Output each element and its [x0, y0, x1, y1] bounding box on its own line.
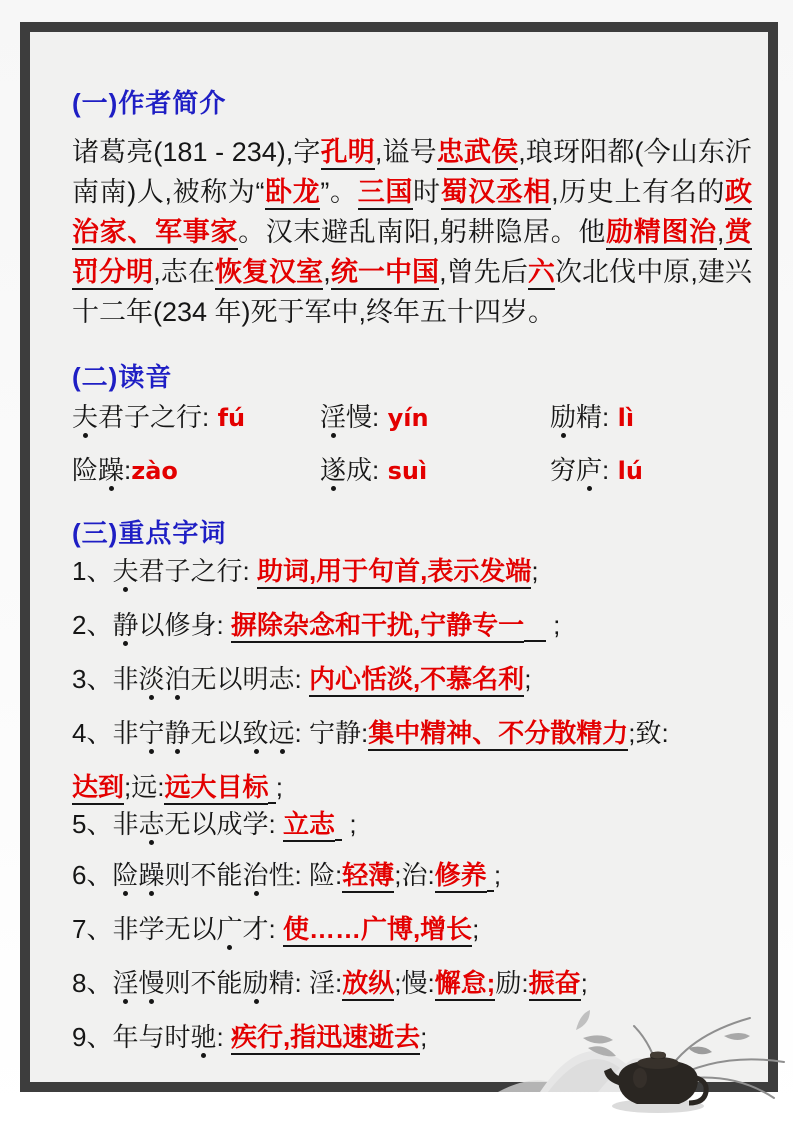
highlighted-term: 三国	[358, 177, 413, 210]
text-segment: ;慢:	[394, 968, 435, 998]
emphasized-char: 泊	[164, 664, 191, 694]
pronunciation-entry	[72, 402, 320, 433]
highlighted-term: 使……广博,增长	[283, 914, 472, 947]
emphasized-text	[72, 402, 98, 432]
pinyin-text: yín	[379, 404, 429, 432]
emphasized-char: 淫	[320, 402, 347, 432]
emphasized-text	[98, 455, 124, 485]
highlighted-term: 恢复汉室	[215, 257, 323, 290]
keyword-item	[72, 556, 732, 586]
highlighted-term: 集中精神、不分散精力	[368, 718, 628, 751]
text-segment: 无以成学:	[164, 809, 283, 839]
emphasized-text	[320, 402, 346, 432]
text-segment: 险	[72, 455, 99, 485]
text-segment: 无以	[190, 718, 243, 748]
emphasized-char: 远	[268, 718, 295, 748]
text-segment: :	[602, 455, 610, 485]
text-segment: 成:	[346, 455, 380, 485]
emphasized-text	[243, 718, 295, 748]
text-segment: 以修身:	[138, 610, 231, 640]
emphasized-text	[138, 809, 164, 839]
highlighted-term: 懈怠;	[435, 968, 496, 1001]
emphasized-text	[320, 455, 346, 485]
text-segment: ,琅玡阳都(今山东沂南南)人,被称为“	[72, 137, 753, 207]
section-heading-author-intro: (一)作者简介	[72, 88, 227, 118]
text-segment: 才:	[242, 914, 283, 944]
emphasized-char: 治	[242, 860, 269, 890]
emphasized-char: 遂	[320, 455, 347, 485]
keyword-item	[72, 809, 732, 839]
text-segment: 君子之行:	[138, 556, 257, 586]
highlighted-term: 统一中国	[331, 257, 439, 290]
keyword-item	[72, 610, 732, 640]
highlighted-term: 孔明	[321, 137, 375, 170]
emphasized-char: 励	[550, 402, 577, 432]
emphasized-char: 宁	[138, 718, 165, 748]
text-segment: ;	[524, 664, 532, 694]
highlighted-term: 放纵	[342, 968, 394, 1001]
text-segment: 次北伐中原,建兴十二年(234 年)死于军中,终年五十四岁。	[72, 257, 752, 327]
pinyin-text: suì	[379, 457, 428, 485]
emphasized-char: 险	[112, 860, 139, 890]
text-segment: ;	[493, 860, 502, 890]
text-segment: ;	[275, 772, 283, 802]
text-segment: 9、年与时	[72, 1022, 191, 1052]
text-segment: ,曾先后	[439, 257, 528, 287]
emphasized-char: 励	[242, 968, 269, 998]
highlighted-term: 立志	[283, 809, 335, 842]
text-segment: 4、非	[72, 718, 139, 748]
emphasized-char: 致	[242, 718, 269, 748]
pronunciation-entry	[72, 455, 320, 486]
emphasized-text	[216, 914, 242, 944]
text-segment: 君子之行:	[98, 402, 210, 432]
text-segment: 则不能	[164, 860, 243, 890]
highlighted-term: 摒除杂念和干扰,宁静专一	[231, 610, 524, 643]
emphasized-text	[112, 968, 164, 998]
text-segment: 2、	[72, 610, 113, 640]
text-segment: ,	[323, 257, 331, 287]
emphasized-text	[112, 860, 164, 890]
highlighted-term: 政治家、军事家	[72, 177, 752, 250]
emphasized-char: 淫	[112, 968, 139, 998]
text-segment: :	[124, 455, 132, 485]
emphasized-char: 庐	[576, 455, 603, 485]
text-segment: 。汉末避乱南阳,躬耕隐居。他	[238, 217, 607, 247]
emphasized-text	[243, 968, 269, 998]
highlighted-term: 六	[528, 257, 555, 290]
text-segment: 时	[412, 177, 441, 207]
keyword-item	[72, 860, 732, 890]
text-segment: ,历史上有名的	[551, 177, 726, 207]
emphasized-text	[138, 718, 190, 748]
emphasized-char: 驰	[190, 1022, 217, 1052]
pinyin-text: lú	[609, 457, 643, 485]
ink-painting-decoration	[488, 1008, 793, 1120]
emphasized-char: 淡	[138, 664, 165, 694]
text-segment: ”。	[320, 177, 358, 207]
emphasized-text	[112, 556, 138, 586]
text-segment: : 宁静:	[294, 718, 369, 748]
text-segment: 慢:	[346, 402, 380, 432]
keyword-item	[72, 772, 732, 802]
pronunciation-entry	[550, 402, 732, 433]
underline-blank	[524, 610, 546, 642]
emphasized-char: 慢	[138, 968, 165, 998]
highlighted-term: 达到	[72, 772, 124, 805]
emphasized-text	[112, 610, 138, 640]
document-page	[20, 22, 778, 1092]
text-segment: ;致:	[628, 718, 669, 748]
emphasized-char: 躁	[98, 455, 125, 485]
emphasized-text	[190, 1022, 216, 1052]
emphasized-char: 夫	[72, 402, 99, 432]
page-content	[40, 42, 758, 1072]
pronunciation-row	[72, 455, 732, 486]
section-heading-keywords: (三)重点字词	[72, 518, 227, 548]
underline-blank	[268, 772, 275, 804]
text-segment: 精:	[576, 402, 610, 432]
pronunciation-table	[72, 402, 732, 486]
pinyin-text: lì	[609, 404, 635, 432]
keyword-item	[72, 664, 732, 694]
text-segment: ,志在	[153, 257, 215, 287]
highlighted-term: 内心恬淡,不慕名利	[309, 664, 524, 697]
text-segment: ,谥号	[374, 137, 437, 167]
keyword-item	[72, 718, 732, 748]
emphasized-text	[138, 664, 190, 694]
text-segment: 精: 淫:	[268, 968, 343, 998]
highlighted-term: 远大目标	[164, 772, 268, 805]
pronunciation-entry	[320, 455, 550, 486]
text-segment: 则不能	[164, 968, 243, 998]
pronunciation-row	[72, 402, 732, 433]
emphasized-text	[576, 455, 602, 485]
emphasized-char: 静	[164, 718, 191, 748]
emphasized-text	[550, 402, 576, 432]
emphasized-char: 躁	[138, 860, 165, 890]
text-segment: 性: 险:	[268, 860, 343, 890]
text-segment: 穷	[550, 455, 577, 485]
text-segment: 励:	[495, 968, 529, 998]
pronunciation-entry	[320, 402, 550, 433]
highlighted-term: 蜀汉丞相	[441, 177, 552, 210]
emphasized-char: 广	[216, 914, 243, 944]
text-segment: ;	[531, 556, 539, 586]
text-segment: ;治:	[394, 860, 435, 890]
highlighted-term: 赏罚分明	[72, 217, 752, 290]
highlighted-term: 助词,用于句首,表示发端	[257, 556, 531, 589]
emphasized-char: 夫	[112, 556, 139, 586]
keyword-list	[72, 556, 732, 1052]
highlighted-term: 修养	[435, 860, 487, 893]
pinyin-text: fú	[209, 404, 246, 432]
text-segment: 7、非学无以	[72, 914, 217, 944]
text-segment: 无以明志:	[190, 664, 309, 694]
emphasized-text	[243, 860, 269, 890]
text-segment: 1、	[72, 556, 113, 586]
pronunciation-entry	[550, 455, 732, 486]
highlighted-term: 忠武侯	[437, 137, 518, 170]
text-segment: 8、	[72, 968, 113, 998]
keyword-item	[72, 914, 732, 944]
emphasized-char: 静	[112, 610, 139, 640]
text-segment: 5、非	[72, 809, 139, 839]
text-segment: ;	[545, 610, 561, 640]
text-segment: ;	[420, 1022, 428, 1052]
bamboo-leaves	[576, 1010, 616, 1056]
underline-blank	[487, 860, 494, 892]
highlighted-term: 轻薄	[342, 860, 394, 893]
text-segment: :	[216, 1022, 231, 1052]
text-segment: ;	[472, 914, 480, 944]
highlighted-term: 疾行,指迅速逝去	[231, 1022, 420, 1055]
text-segment: ;远:	[124, 772, 165, 802]
text-segment: 诸葛亮(181 - 234),字	[72, 137, 321, 167]
text-segment: ;	[342, 809, 357, 839]
highlighted-term: 振奋	[529, 968, 581, 1001]
highlighted-term: 励精图治	[606, 217, 717, 250]
keyword-item	[72, 968, 732, 998]
text-segment: ;	[580, 968, 588, 998]
section-heading-pronunciation: (二)读音	[72, 362, 173, 392]
highlighted-term: 卧龙	[265, 177, 321, 210]
pinyin-text: zào	[131, 457, 178, 485]
text-segment: ,	[716, 217, 725, 247]
text-segment: 6、	[72, 860, 113, 890]
emphasized-char: 志	[138, 809, 165, 839]
text-segment: 3、非	[72, 664, 139, 694]
author-paragraph	[72, 132, 752, 332]
